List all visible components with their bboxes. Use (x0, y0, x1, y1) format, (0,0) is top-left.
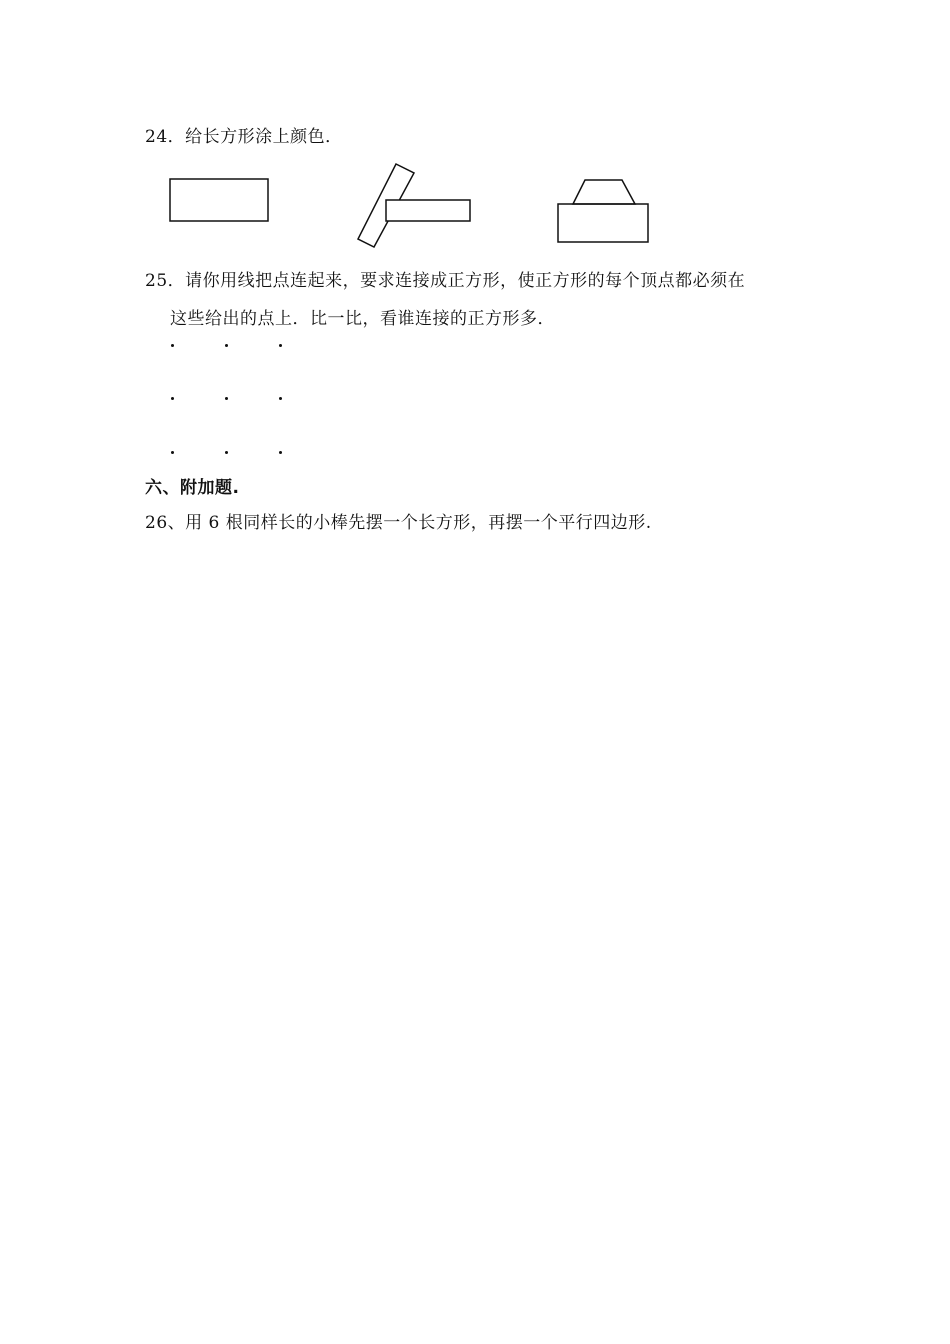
question-24-text: 24．给长方形涂上颜色． (145, 127, 343, 147)
question-25-line1: 25．请你用线把点连起来，要求连接成正方形，使正方形的每个顶点都必须在 (145, 271, 746, 291)
grid-dot (171, 451, 174, 454)
rectangle-shape (170, 179, 268, 221)
grid-dot (279, 397, 282, 400)
grid-dot (225, 344, 228, 347)
section-6-heading: 六、附加题. (145, 478, 240, 498)
grid-dot (225, 451, 228, 454)
figure-trapezoid-on-rectangle (552, 172, 654, 248)
grid-dot (171, 344, 174, 347)
grid-dot (279, 344, 282, 347)
base-rectangle-shape (558, 204, 648, 242)
figure-overlapping-rectangles (350, 158, 478, 250)
figure-rectangle (165, 175, 275, 227)
grid-dot (225, 397, 228, 400)
question-25-line2: 这些给出的点上．比一比，看谁连接的正方形多． (170, 309, 555, 329)
trapezoid-shape (573, 180, 635, 204)
grid-dot (171, 397, 174, 400)
grid-dot (279, 451, 282, 454)
question-26-text: 26、用 6 根同样长的小棒先摆一个长方形，再摆一个平行四边形. (145, 513, 652, 533)
horizontal-rectangle-shape (386, 200, 470, 221)
